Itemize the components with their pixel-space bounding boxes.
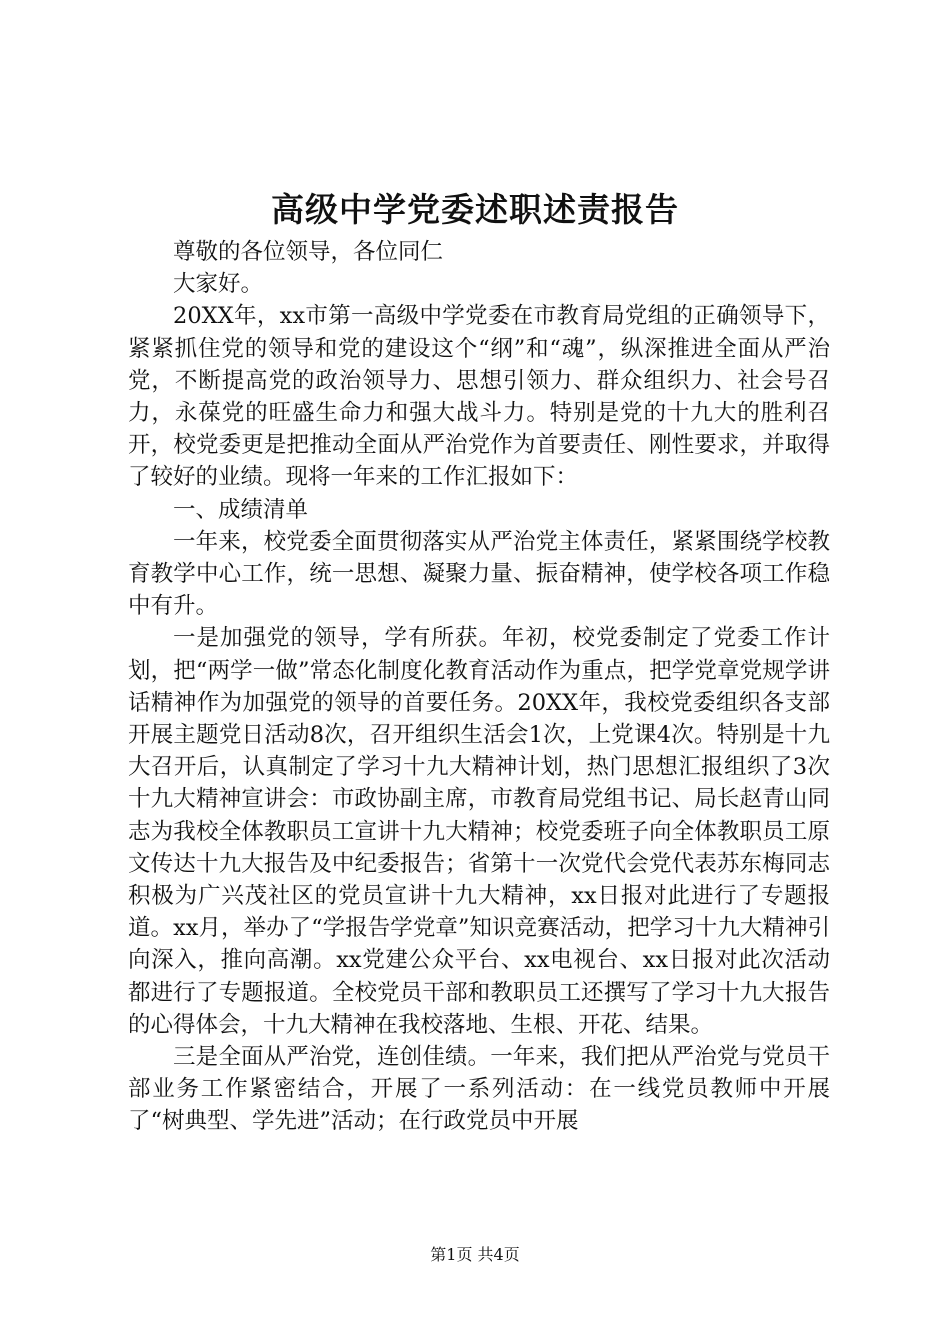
paragraph-salutation: 尊敬的各位领导，各位同仁 — [173, 239, 444, 265]
document-body — [128, 236, 830, 1138]
paragraph-discipline: 三是全面从严治党，连创佳绩。一年来，我们把从严治党与党员干部业务工作紧密结合，开展了一系列活动：在一线党员教师中开展了“树典型、学先进”活动；在行政党员中开展 — [128, 1044, 830, 1135]
document-title: 高级中学党委述职述责报告 — [271, 190, 679, 229]
paragraph-intro: 20XX年，xx市第一高级中学党委在市教育局党组的正确领导下，紧紧抓住党的领导和党的建设这个“纲”和“魂”，纵深推进全面从严治党，不断提高党的政治领导力、思想引领力、群众组织力、社会号召力，永葆党的旺盛生命力和强大战斗力。特别是党的十九大的胜利召开，校党委更是把推动全面从严治党作为首要责任、刚性要求，并取得了较好的业绩。现将一年来的工作汇报如下： — [128, 303, 830, 491]
paragraph-summary: 一年来，校党委全面贯彻落实从严治党主体责任，紧紧围绕学校教育教学中心工作，统一思想、凝聚力量、振奋精神，使学校各项工作稳中有升。 — [128, 528, 830, 620]
paragraph-leadership: 一是加强党的领导，学有所获。年初，校党委制定了党委工作计划，把“两学一做”常态化制度化教育活动作为重点，把学党章党规学讲话精神作为加强党的领导的首要任务。20XX年，我校党委组织各支部开展主题党日活动8次，召开组织生活会1次，上党课4次。特别是十九大召开后，认真制定了学习十九大精神计划，热门思想汇报组织了3次十九大精神宣讲会：市政协副主席，市教育局党组书记、局长赵青山同志为我校全体教职员工宣讲十九大精神；校党委班子向全体教职员工原文传达十九大报告及中纪委报告；省第十一次党代会党代表苏东梅同志积极为广兴茂社区的党员宣讲十九大精神，xx日报对此进行了专题报道。xx月，举办了“学报告学党章”知识竞赛活动，把学习十九大精神引向深入，推向高潮。xx党建公众平台、xx电视台、xx日报对此次活动都进行了专题报道。全校党员干部和教职员工还撰写了学习十九大报告的心得体会，十九大精神在我校落地、生根、开花、结果。 — [128, 625, 830, 1038]
section-heading: 一、成绩清单 — [173, 496, 309, 523]
paragraph-greeting: 大家好。 — [173, 271, 264, 298]
page-number-footer: 第1页 共4页 — [430, 1245, 520, 1264]
